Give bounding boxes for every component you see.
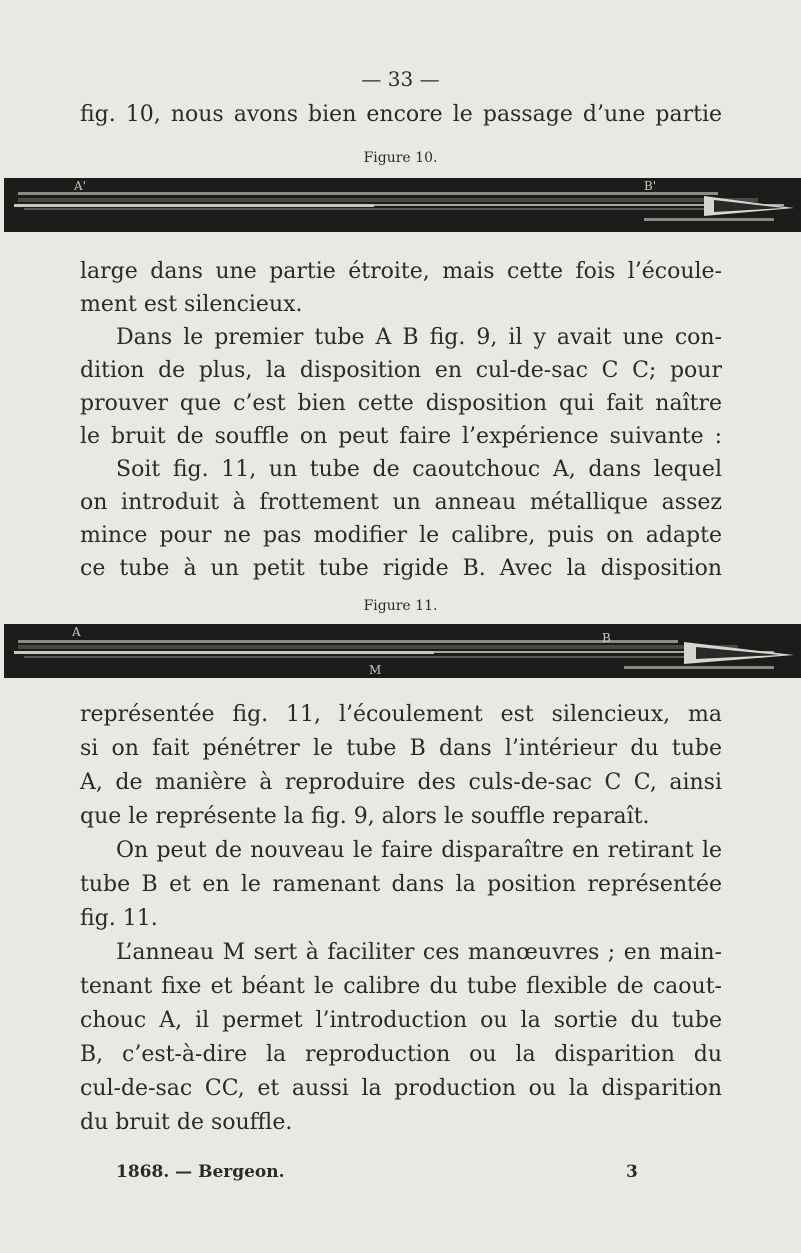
footer-signature: 1868. — Bergeon. [116, 1162, 285, 1182]
text-line: mince pour ne pas modifier le calibre, puis on adapte [80, 523, 722, 548]
text-line: on introduit à frottement un anneau métallique assez [80, 490, 722, 515]
text-line: A, de manière à reproduire des culs-de-sac C C, ainsi [80, 770, 722, 795]
text-line: On peut de nouveau le faire disparaître en retirant le [116, 838, 722, 863]
text-line: représentée fig. 11, l’écoulement est silencieux, ma [80, 702, 722, 727]
figure-10-caption: Figure 10. [363, 150, 438, 166]
figure-11-label-m: M [369, 663, 382, 677]
figure-10-label-right: B' [644, 179, 657, 193]
text-line: du bruit de souffle. [80, 1110, 293, 1135]
text-line: ce tube à un petit tube rigide B. Avec la disposition [80, 556, 722, 581]
text-line: si on fait pénétrer le tube B dans l’intérieur du tube [80, 736, 722, 761]
page-number: — 33 — [361, 67, 440, 91]
text-line: L’anneau M sert à faciliter ces manœuvres ; en main- [116, 940, 722, 965]
text-line: large dans une partie étroite, mais cette fois l’écoule- [80, 259, 722, 284]
text-line: cul-de-sac CC, et aussi la production ou la disparition [80, 1076, 722, 1101]
text-line: Soit fig. 11, un tube de caoutchouc A, dans lequel [116, 457, 722, 482]
text-line: chouc A, il permet l’introduction ou la sortie du tube [80, 1008, 722, 1033]
signature-mark: 3 [626, 1162, 638, 1182]
text-line: ment est silencieux. [80, 292, 303, 317]
figure-11-label-b: B [602, 631, 611, 645]
text-line: fig. 10, nous avons bien encore le passage d’une partie [80, 102, 722, 127]
text-line: tube B et en le ramenant dans la position représentée [80, 872, 722, 897]
text-line: dition de plus, la disposition en cul-de-sac C C; pour [80, 358, 722, 383]
text-line: fig. 11. [80, 906, 158, 931]
figure-10-label-left: A' [74, 179, 86, 193]
text-line: tenant fixe et béant le calibre du tube flexible de caout- [80, 974, 722, 999]
figure-11-tube-drawing [4, 624, 801, 678]
figure-10-tube-drawing [4, 178, 801, 232]
text-line: B, c’est-à-dire la reproduction ou la disparition du [80, 1042, 722, 1067]
text-line: prouver que c’est bien cette disposition qui fait naître [80, 391, 722, 416]
text-line: que le représente la fig. 9, alors le souffle reparaît. [80, 804, 650, 829]
text-line: le bruit de souffle on peut faire l’expérience suivante : [80, 424, 722, 449]
figure-11-label-a: A [72, 625, 81, 639]
text-line: Dans le premier tube A B fig. 9, il y avait une con- [116, 325, 722, 350]
figure-11-caption: Figure 11. [363, 598, 438, 614]
